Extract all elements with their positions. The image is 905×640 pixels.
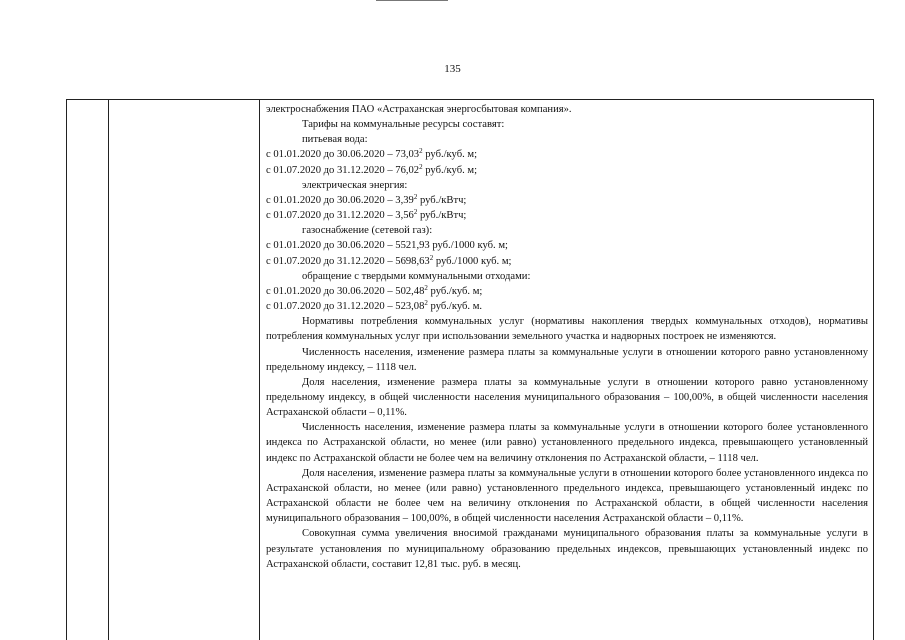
waste-tariff-2: с 01.07.2020 до 31.12.2020 – 523,08$^2$ руб./куб. м. (266, 299, 483, 313)
gas-label: газоснабжение (сетевой газ): (302, 225, 433, 237)
share-above-paragraph: Доля населения, изменение размера платы за коммунальные услуги в отношении которого более установленного индекса по Астраханской области, но менее (или равно) установленного предельного индекса, превышающего установленный индекс по Астраханской области не более чем на величину отклонения по Астраханской области, в общей численности населения муниципального образования – 100,00%, в общей численности населения Астраханской области – 0,11%. (266, 467, 868, 525)
page-number: 135 (444, 63, 461, 75)
population-equal-paragraph: Численность населения, изменение размера платы за коммунальные услуги в отношении которого равно установленному предельному индексу, – 1118 чел. (266, 346, 868, 373)
water-tariff-1: с 01.01.2020 до 30.06.2020 – 73,03$^2$ руб./куб. м; (266, 147, 478, 161)
total-sum-paragraph: Совокупная сумма увеличения вносимой гражданами муниципального образования платы за коммунальные услуги в результате установления по муниципальному образованию предельных индексов, превышающих установленный индекс по Астраханской области, составит 12,81 тыс. руб. в месяц. (266, 528, 868, 570)
population-above-paragraph: Численность населения, изменение размера платы за коммунальные услуги в отношении которого более установленного индекса по Астраханской области, но менее (или равно) установленного предельного индекса, превышающего установленный индекс по Астраханской области не более чем на величину отклонения по Астраханской области, – 1118 чел. (266, 422, 868, 464)
share-equal-paragraph: Доля населения, изменение размера платы за коммунальные услуги в отношении которого равно установленному предельному индексу, в общей численности населения муниципального образования – 100,00%, в общей численности населения Астраханской области – 0,11%. (266, 376, 868, 419)
waste-label: обращение с твердыми коммунальными отходами: (302, 270, 531, 282)
norms-paragraph: Нормативы потребления коммунальных услуг (нормативы накопления твердых коммунальных отходов), нормативы потребления коммунальных услуг при использовании земельного участка и надворных построек не изменяются. (266, 316, 868, 343)
water-label: питьевая вода: (302, 134, 368, 146)
water-tariff-2: с 01.07.2020 до 31.12.2020 – 76,02$^2$ руб./куб. м; (266, 162, 478, 176)
top-rule (376, 0, 448, 1)
gas-tariff-2: с 01.07.2020 до 31.12.2020 – 5698,63$^2$ руб./1000 куб. м; (266, 253, 512, 267)
column-divider-2 (259, 100, 260, 640)
tariffs-heading: Тарифы на коммунальные ресурсы составят: (302, 119, 505, 131)
column-divider-1 (108, 100, 109, 640)
waste-tariff-1: с 01.01.2020 до 30.06.2020 – 502,48$^2$ руб./куб. м; (266, 283, 483, 297)
power-tariff-2: с 01.07.2020 до 31.12.2020 – 3,56$^2$ руб./кВтч; (266, 208, 467, 222)
intro-line: электроснабжения ПАО «Астраханская энергосбытовая компания». (266, 104, 572, 115)
power-label: электрическая энергия: (302, 179, 408, 191)
gas-tariff-1: с 01.01.2020 до 30.06.2020 – 5521,93 руб./1000 куб. м; (266, 240, 508, 252)
power-tariff-1: с 01.01.2020 до 30.06.2020 – 3,39$^2$ руб./кВтч; (266, 192, 467, 206)
document-table (66, 99, 874, 640)
table-cell-content (266, 102, 868, 572)
